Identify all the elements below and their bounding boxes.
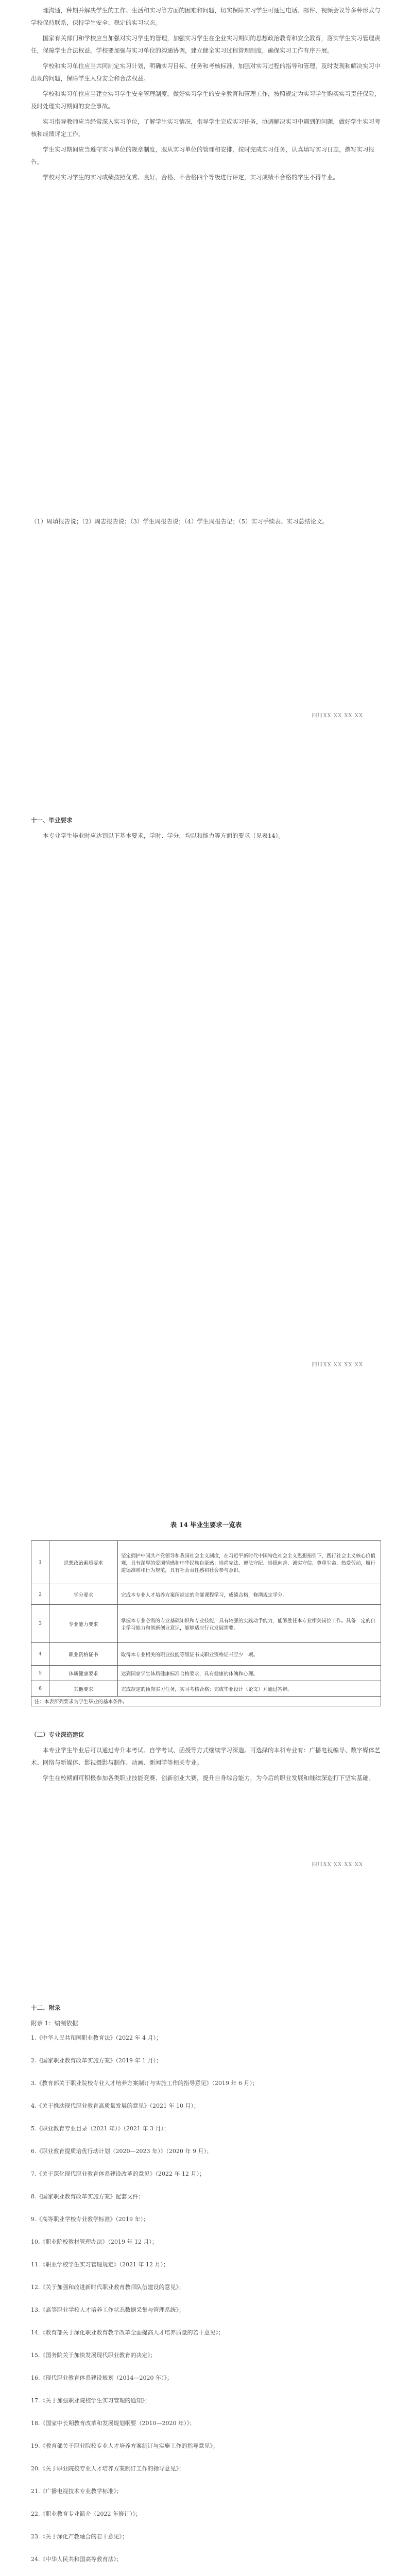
reference-item: 15.《国务院关于加快发展现代职业教育的决定》； (31, 2352, 156, 2359)
table-cell: 5 (31, 1666, 49, 1681)
table-cell: 完成规定的顶岗实习任务，实习考核合格；完成毕业设计（论文）并通过答辩。 (118, 1681, 381, 1697)
table-cell: 1 (31, 1541, 49, 1584)
table-cell: 取得本专业相关的职业技能等级证书或职业资格证书至少一项。 (118, 1643, 381, 1666)
reference-item: 7.《关于深化现代职业教育体系建设改革的意见》（2022 年 12 月）； (31, 2171, 205, 2177)
section-title: 十一、毕业要求 (31, 817, 73, 824)
appendix-label: 附录 1：编制依据 (31, 2020, 78, 2027)
reference-item: 1.《中华人民共和国职业教育法》（2022 年 4 月）； (31, 2035, 162, 2041)
table-cell: 3 (31, 1605, 49, 1643)
paragraph: 实习指导教师应当经常深入实习单位，了解学生实习情况，指导学生完成实习任务，协调解决实习中遇到的问题，做好学生实习考核和成绩评定工作。 (31, 118, 381, 138)
page-footer: 四川XX XX XX XX (312, 1362, 363, 1368)
table-cell: 掌握本专业必需的专业基础知识和专业技能，具有较强的实践动手能力，能够胜任本专业相关岗位工作。具备一定的自主学习能力和创新创业意识，能够适应行业发展需要。 (118, 1605, 381, 1643)
reference-item: 23.《关于深化产教融合的若干意见》； (31, 2533, 128, 2540)
table-cell: 学分要求 (49, 1584, 118, 1605)
table-cell: 体质健康要求 (49, 1666, 118, 1681)
reference-item: 9.《高等职业学校专业教学标准》（2019 年）； (31, 2216, 149, 2223)
table-cell: 2 (31, 1584, 49, 1605)
reference-item: 8.《国家职业教育改革实施方案》配套文件； (31, 2193, 144, 2200)
graduation-requirements-table (31, 1540, 381, 1706)
table-row (31, 1643, 381, 1666)
paragraph: 本专业学生毕业后可以通过专升本考试、自学考试、函授等方式继续学习深造。可选择的本科专业有：广播电视编导、数字媒体艺术、网络与新媒体、影视摄影与制作、动画、新闻学等相关专业。 (31, 1747, 381, 1766)
table-title: 表 14 毕业生要求一览表 (170, 1521, 242, 1529)
reference-item: 16.《现代职业教育体系建设规划（2014—2020 年）》； (31, 2375, 173, 2381)
reference-item: 14.《教育部关于深化职业教育教学改革全面提高人才培养质量的若干意见》； (31, 2329, 224, 2336)
paragraph: 学校和实习单位应当共同制定实习计划，明确实习目标、任务和考核标准，加强对实习过程的指导和管理，及时发现和解决实习中出现的问题，保障学生人身安全和合法权益。 (31, 62, 381, 82)
table-note: 注：本表所列要求为学生毕业的基本条件。 (31, 1697, 381, 1706)
reference-item: 11.《职业学校学生实习管理规定》（2021 年 12 月）； (31, 2261, 169, 2268)
table-row (31, 1541, 381, 1584)
table-cell: 思想政治素质要求 (49, 1541, 118, 1584)
paragraph: 国家有关部门和学校应当加强对实习学生的管理，加强实习学生在企业实习期间的思想政治教育和安全教育，落实学生实习管理责任，保障学生合法权益。学校要加强与实习单位的沟通协调，建立健全实习过程管理制度，确保实习工作有序开展。 (31, 35, 381, 54)
table-cell: 6 (31, 1681, 49, 1697)
paragraph: （1）周填报告说；（2）周志报告说；（3）学生周报告说；（4）学生周报告记；（5）实习手续表、实习总结论文。 (31, 518, 329, 525)
reference-item: 6.《职业教育提质培优行动计划（2020—2023 年）》（2020 年 9 月）； (31, 2148, 212, 2155)
section-11 (31, 814, 381, 845)
paragraph: 学生实习期间应当遵守实习单位的规章制度，服从实习单位的管理和安排，按时完成实习任务，认真填写实习日志，撰写实习报告。 (31, 146, 374, 165)
table-row (31, 1681, 381, 1697)
reference-item: 24.《中华人民共和国高等教育法》； (31, 2556, 122, 2563)
paragraph: 学校对实习学生的实习成绩按照优秀、良好、合格、不合格四个等级进行评定，实习成绩不合格的学生不得毕业。 (43, 174, 339, 181)
reference-item: 19.《教育部关于职业院校专业人才培养方案制订与实施工作的指导意见》； (31, 2443, 218, 2449)
page-1-text (31, 4, 381, 187)
paragraph: 学生在校期间可积极参加各类职业技能竞赛、创新创业大赛，提升自身综合能力，为今后的职业发展和继续深造打下坚实基础。 (43, 1774, 374, 1782)
table-row (31, 1584, 381, 1605)
table-row (31, 1697, 381, 1706)
table-row (31, 1605, 381, 1643)
reference-item: 10.《职业院校教材管理办法》（2019 年 12 月）； (31, 2239, 158, 2245)
section-title: （二）专业深造建议 (31, 1731, 84, 1738)
table-cell: 4 (31, 1643, 49, 1666)
table-cell: 达到国家学生体质健康标准合格要求，具有健康的体魄和心理。 (118, 1666, 381, 1681)
reference-item: 2.《国家职业教育改革实施方案》（2019 年 1 月）； (31, 2057, 162, 2064)
check-list (31, 515, 381, 531)
reference-item: 13.《高等职业学校人才培养工作状态数据采集与管理系统》； (31, 2307, 184, 2313)
appendix-1 (31, 2002, 381, 2576)
study-advice (31, 1728, 381, 1787)
page-footer: 四川XX XX XX XX (312, 713, 363, 719)
reference-item: 20.《关于职业院校专业人才培养方案制订工作的指导意见》； (31, 2465, 184, 2472)
reference-item: 22.《职业教育专业简介（2022 年修订）》； (31, 2511, 141, 2517)
reference-item: 4.《关于推动现代职业教育高质量发展的意见》（2021 年 10 月）； (31, 2103, 199, 2109)
table-cell: 其他要求 (49, 1681, 118, 1697)
reference-item: 18.《国家中长期教育改革和发展规划纲要（2010—2020 年）》； (31, 2420, 195, 2427)
table-cell: 专业能力要求 (49, 1605, 118, 1643)
paragraph: 理沟通，种期并解决学生的工作、生活和实习等方面的困难和问题，切实保障实习学生可通过电话、邮件、视频会议等多种形式与学校保持联系，保持学生安全、稳定的实习状态。 (31, 7, 381, 26)
reference-item: 3.《教育部关于职业院校专业人才培养方案制订与实施工作的指导意见》（2019 年 6 月）； (31, 2080, 258, 2087)
reference-item: 12.《关于加强和改进新时代职业教育教师队伍建设的意见》； (31, 2284, 184, 2291)
section-title: 十二、附录 (31, 2004, 61, 2011)
table-cell: 职业资格证书 (49, 1643, 118, 1666)
paragraph: 本专业学生毕业时应达到以下基本要求，学时、学分，均以和能力等方面的要求（见表14）。 (43, 832, 284, 839)
table-row (31, 1666, 381, 1681)
page-footer: 四川XX XX XX XX (312, 1862, 363, 1868)
table-cell: 坚定拥护中国共产党领导和我国社会主义制度，在习近平新时代中国特色社会主义思想指引下，践行社会主义核心价值观，具有深厚的爱国情感和中华民族自豪感；崇尚宪法、遵法守纪、崇德向善、诚实守信、尊重生命、热爱劳动，履行道德准则和行为规范，具有社会责任感和社会参与意识。 (118, 1541, 381, 1584)
reference-item: 21.《广播电视技术专业教学标准》； (31, 2488, 122, 2495)
table-cell: 完成本专业人才培养方案所规定的全部课程学习，成绩合格，修满规定学分。 (118, 1584, 381, 1605)
reference-item: 17.《关于加强职业院校学生实习管理的通知》； (31, 2397, 150, 2404)
paragraph: 学校和实习单位应当建立实习学生安全管理制度，做好实习学生的安全教育和管理工作，按照规定为实习学生购买实习责任保险，及时处理实习期间的安全事故。 (31, 90, 381, 110)
reference-item: 5.《职业教育专业目录（2021 年）》（2021 年 3 月）； (31, 2125, 169, 2132)
